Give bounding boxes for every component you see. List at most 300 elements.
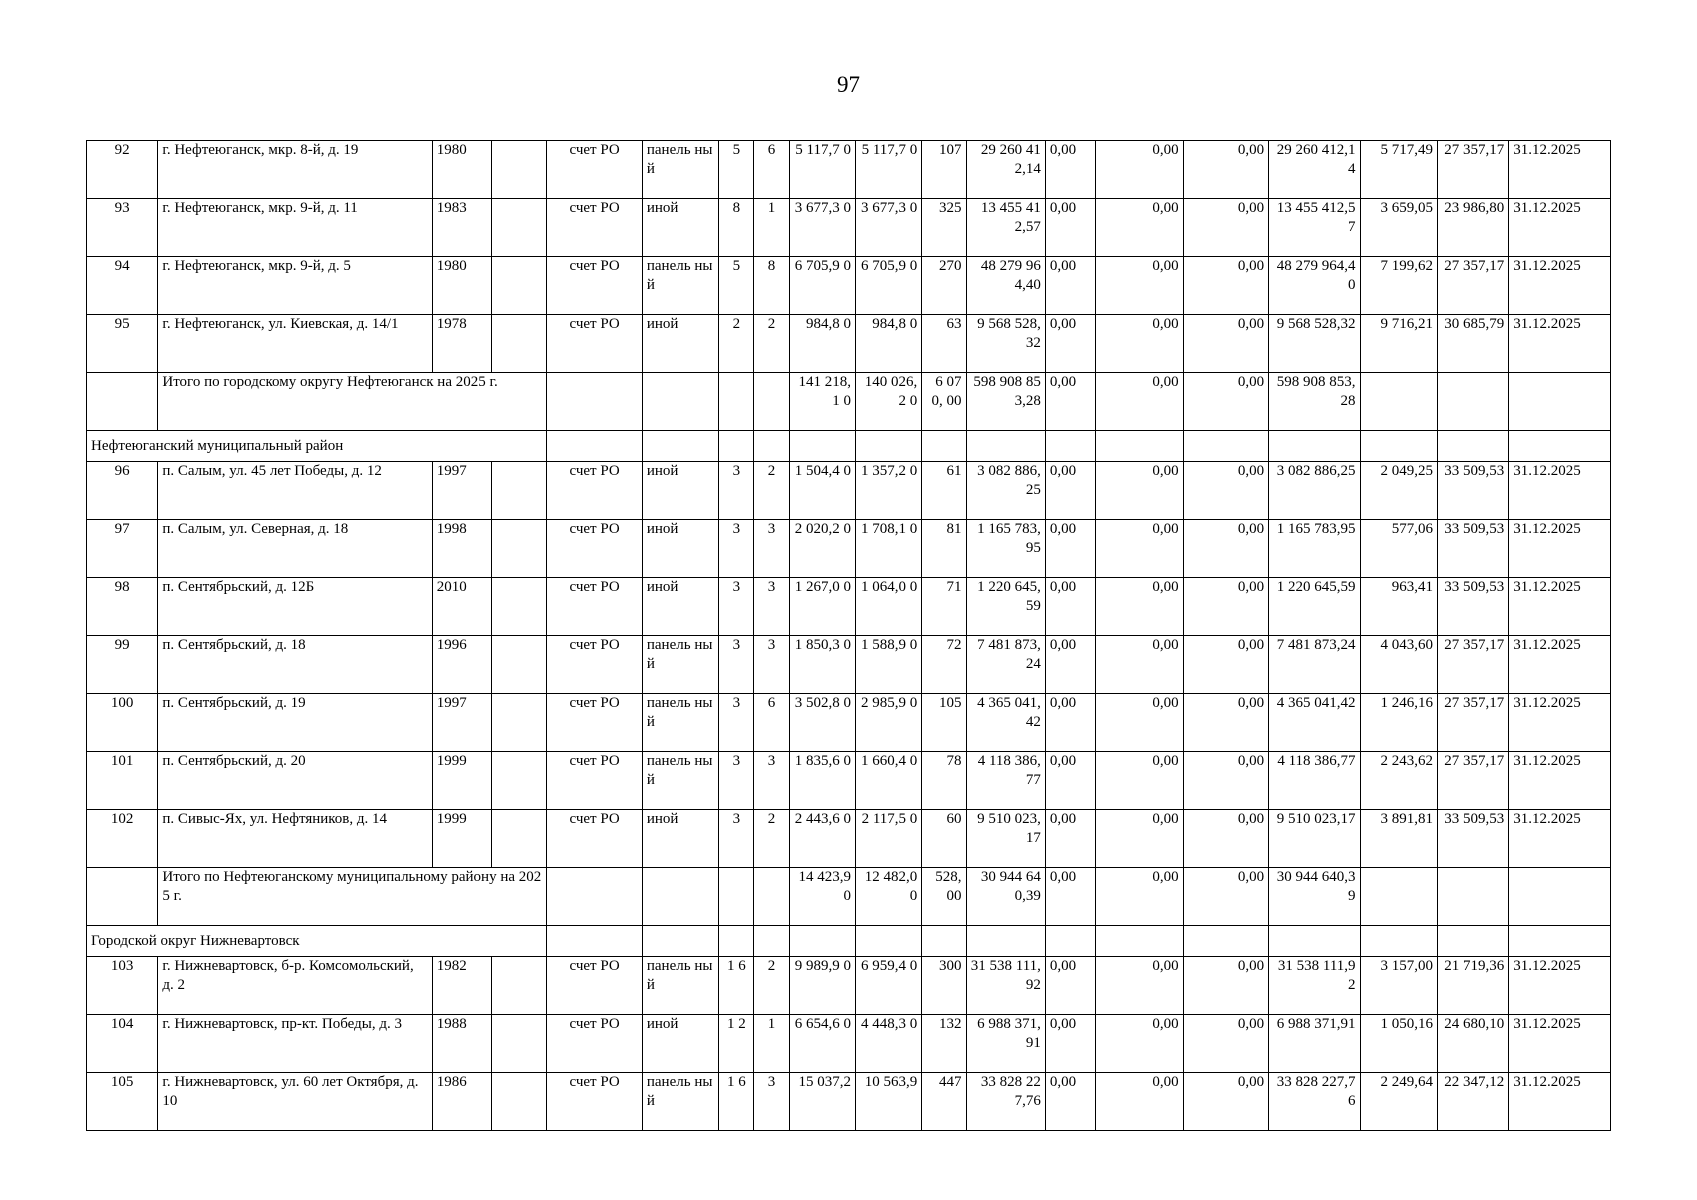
table-cell: 27 357,17 bbox=[1437, 694, 1508, 752]
table-row bbox=[87, 578, 1611, 636]
table-cell: 2010 bbox=[432, 578, 491, 636]
table-cell: 81 bbox=[922, 520, 966, 578]
table-cell: счет РО bbox=[547, 752, 643, 810]
table-cell: 5 717,49 bbox=[1360, 141, 1437, 199]
table-cell: счет РО bbox=[547, 315, 643, 373]
table-cell: 5 117,7 0 bbox=[855, 141, 921, 199]
table-row bbox=[87, 694, 1611, 752]
table-cell: 0,00 bbox=[1096, 462, 1183, 520]
table-cell: 2 020,2 0 bbox=[789, 520, 855, 578]
table-cell: 0,00 bbox=[1096, 1073, 1183, 1131]
table-cell: 31.12.2025 bbox=[1509, 957, 1611, 1015]
table-cell: 1999 bbox=[432, 752, 491, 810]
table-cell: 0,00 bbox=[1183, 694, 1268, 752]
table-cell: 101 bbox=[87, 752, 158, 810]
table-cell: 31.12.2025 bbox=[1509, 257, 1611, 315]
table-cell: 0,00 bbox=[1045, 257, 1095, 315]
table-cell: 598 908 853,28 bbox=[1269, 373, 1360, 431]
table-cell: 0,00 bbox=[1096, 141, 1183, 199]
table-cell: счет РО bbox=[547, 578, 643, 636]
table-cell: 4 365 041,42 bbox=[966, 694, 1045, 752]
table-cell bbox=[789, 926, 855, 957]
table-row bbox=[87, 1015, 1611, 1073]
table-cell: 0,00 bbox=[1045, 520, 1095, 578]
table-cell: панель ный bbox=[642, 752, 718, 810]
table-cell: панель ный bbox=[642, 141, 718, 199]
table-cell: 3 bbox=[719, 810, 754, 868]
table-cell: 3 bbox=[754, 636, 789, 694]
table-cell: 60 bbox=[922, 810, 966, 868]
table-cell: 95 bbox=[87, 315, 158, 373]
table-cell: 5 117,7 0 bbox=[789, 141, 855, 199]
table-cell: 72 bbox=[922, 636, 966, 694]
table-cell: 3 677,3 0 bbox=[789, 199, 855, 257]
table-cell bbox=[719, 926, 754, 957]
table-cell: 13 455 412,57 bbox=[1269, 199, 1360, 257]
table-cell: 98 bbox=[87, 578, 158, 636]
table-cell: 1988 bbox=[432, 1015, 491, 1073]
table-cell bbox=[1509, 926, 1611, 957]
table-cell: 93 bbox=[87, 199, 158, 257]
table-cell: 1 165 783,95 bbox=[966, 520, 1045, 578]
table-cell: 14 423,9 0 bbox=[789, 868, 855, 926]
table-cell: 31.12.2025 bbox=[1509, 636, 1611, 694]
table-row bbox=[87, 520, 1611, 578]
table-cell: 10 563,9 bbox=[855, 1073, 921, 1131]
table-cell: 0,00 bbox=[1183, 520, 1268, 578]
table-cell: 0,00 bbox=[1045, 752, 1095, 810]
table-cell bbox=[922, 431, 966, 462]
table-cell bbox=[492, 810, 547, 868]
table-cell: 31.12.2025 bbox=[1509, 810, 1611, 868]
table-cell: 0,00 bbox=[1183, 141, 1268, 199]
table-cell: 3 659,05 bbox=[1360, 199, 1437, 257]
table-cell: 22 347,12 bbox=[1437, 1073, 1508, 1131]
table-cell: г. Нижневартовск, пр-кт. Победы, д. 3 bbox=[158, 1015, 432, 1073]
table-cell: иной bbox=[642, 315, 718, 373]
table-cell bbox=[1437, 373, 1508, 431]
table-cell: 1980 bbox=[432, 257, 491, 315]
table-cell bbox=[719, 868, 754, 926]
table-cell: 8 bbox=[754, 257, 789, 315]
table-cell: 0,00 bbox=[1045, 315, 1095, 373]
table-cell: 100 bbox=[87, 694, 158, 752]
table-cell: 31.12.2025 bbox=[1509, 520, 1611, 578]
table-cell: г. Нижневартовск, б-р. Комсомольский, д. 2 bbox=[158, 957, 432, 1015]
table-cell: 598 908 853,28 bbox=[966, 373, 1045, 431]
table-cell bbox=[1437, 868, 1508, 926]
table-cell: 3 082 886,25 bbox=[1269, 462, 1360, 520]
table-cell bbox=[855, 431, 921, 462]
table-cell bbox=[754, 926, 789, 957]
table-cell: 0,00 bbox=[1045, 199, 1095, 257]
table-cell: 9 989,9 0 bbox=[789, 957, 855, 1015]
table-cell bbox=[1360, 373, 1437, 431]
table-cell: счет РО bbox=[547, 199, 643, 257]
table-cell bbox=[87, 373, 158, 431]
table-cell bbox=[1183, 431, 1268, 462]
table-cell: 48 279 964,40 bbox=[966, 257, 1045, 315]
table-cell bbox=[492, 694, 547, 752]
table-cell: 2 bbox=[754, 957, 789, 1015]
table-cell: 1 165 783,95 bbox=[1269, 520, 1360, 578]
table-row bbox=[87, 462, 1611, 520]
table-cell: 0,00 bbox=[1045, 810, 1095, 868]
table-cell: 0,00 bbox=[1096, 636, 1183, 694]
table-row bbox=[87, 752, 1611, 810]
table-cell: 1 220 645,59 bbox=[1269, 578, 1360, 636]
table-cell: 9 568 528,32 bbox=[1269, 315, 1360, 373]
table-cell: 3 bbox=[719, 462, 754, 520]
table-cell: г. Нижневартовск, ул. 60 лет Октября, д. 10 bbox=[158, 1073, 432, 1131]
table-cell: 2 049,25 bbox=[1360, 462, 1437, 520]
total-label: Итого по городскому округу Нефтеюганск на 2025 г. bbox=[158, 373, 547, 431]
table-cell: 6 bbox=[754, 694, 789, 752]
table-row bbox=[87, 199, 1611, 257]
table-cell bbox=[1269, 926, 1360, 957]
table-cell: 3 bbox=[754, 1073, 789, 1131]
table-cell: 0,00 bbox=[1183, 810, 1268, 868]
table-cell: 1 708,1 0 bbox=[855, 520, 921, 578]
table-cell: 0,00 bbox=[1045, 957, 1095, 1015]
table-cell: 3 677,3 0 bbox=[855, 199, 921, 257]
table-cell: 31.12.2025 bbox=[1509, 1073, 1611, 1131]
table-cell: 30 685,79 bbox=[1437, 315, 1508, 373]
table-cell: иной bbox=[642, 1015, 718, 1073]
table-cell bbox=[492, 636, 547, 694]
table-cell: 30 944 640,39 bbox=[966, 868, 1045, 926]
table-cell: 8 bbox=[719, 199, 754, 257]
table-cell: 97 bbox=[87, 520, 158, 578]
table-cell bbox=[642, 926, 718, 957]
table-cell: 6 988 371,91 bbox=[966, 1015, 1045, 1073]
table-cell: 1 267,0 0 bbox=[789, 578, 855, 636]
table-cell: 1 064,0 0 bbox=[855, 578, 921, 636]
table-cell: 3 bbox=[754, 520, 789, 578]
table-cell: 31.12.2025 bbox=[1509, 1015, 1611, 1073]
table-cell: 0,00 bbox=[1045, 1015, 1095, 1073]
table-cell: 2 985,9 0 bbox=[855, 694, 921, 752]
table-cell: 3 157,00 bbox=[1360, 957, 1437, 1015]
table-cell: 270 bbox=[922, 257, 966, 315]
table-cell bbox=[1509, 431, 1611, 462]
table-cell bbox=[642, 868, 718, 926]
table-cell: 31.12.2025 bbox=[1509, 315, 1611, 373]
table-cell: 0,00 bbox=[1183, 373, 1268, 431]
total-row bbox=[87, 868, 1611, 926]
table-cell bbox=[1269, 431, 1360, 462]
table-cell: г. Нефтеюганск, мкр. 9-й, д. 5 bbox=[158, 257, 432, 315]
table-cell: 2 bbox=[754, 315, 789, 373]
table-cell: счет РО bbox=[547, 1015, 643, 1073]
table-cell: 9 510 023,17 bbox=[966, 810, 1045, 868]
table-cell: 1999 bbox=[432, 810, 491, 868]
table-cell: п. Сентябрьский, д. 18 bbox=[158, 636, 432, 694]
table-cell bbox=[966, 431, 1045, 462]
table-cell: 3 bbox=[719, 636, 754, 694]
table-cell: 0,00 bbox=[1183, 199, 1268, 257]
table-cell: счет РО bbox=[547, 462, 643, 520]
table-cell: п. Салым, ул. 45 лет Победы, д. 12 bbox=[158, 462, 432, 520]
table-cell: 1 050,16 bbox=[1360, 1015, 1437, 1073]
table-cell: 12 482,0 0 bbox=[855, 868, 921, 926]
table-cell: 1997 bbox=[432, 462, 491, 520]
table-cell: 1980 bbox=[432, 141, 491, 199]
table-cell: 0,00 bbox=[1183, 1015, 1268, 1073]
table-cell bbox=[1437, 431, 1508, 462]
table-row bbox=[87, 810, 1611, 868]
table-cell: п. Салым, ул. Северная, д. 18 bbox=[158, 520, 432, 578]
table-cell: 29 260 412,14 bbox=[1269, 141, 1360, 199]
table-cell: счет РО bbox=[547, 1073, 643, 1131]
table-cell: г. Нефтеюганск, ул. Киевская, д. 14/1 bbox=[158, 315, 432, 373]
table-cell: 24 680,10 bbox=[1437, 1015, 1508, 1073]
table-row bbox=[87, 315, 1611, 373]
table-cell bbox=[87, 868, 158, 926]
section-row bbox=[87, 431, 1611, 462]
table-cell: 6 705,9 0 bbox=[789, 257, 855, 315]
table-cell bbox=[547, 926, 643, 957]
table-cell bbox=[492, 1015, 547, 1073]
table-cell: 0,00 bbox=[1045, 636, 1095, 694]
table-cell: г. Нефтеюганск, мкр. 9-й, д. 11 bbox=[158, 199, 432, 257]
page-number: 97 bbox=[837, 72, 860, 97]
table-cell: 107 bbox=[922, 141, 966, 199]
table-cell: 1983 bbox=[432, 199, 491, 257]
table-cell: 104 bbox=[87, 1015, 158, 1073]
table-cell: 92 bbox=[87, 141, 158, 199]
table-cell bbox=[1045, 431, 1095, 462]
table-cell: 300 bbox=[922, 957, 966, 1015]
table-cell: 2 bbox=[719, 315, 754, 373]
table-cell: 7 481 873,24 bbox=[966, 636, 1045, 694]
table-cell: 0,00 bbox=[1045, 694, 1095, 752]
table-cell: 0,00 bbox=[1096, 752, 1183, 810]
table-cell: 528, 00 bbox=[922, 868, 966, 926]
table-cell bbox=[492, 315, 547, 373]
housing-repair-table bbox=[86, 140, 1611, 1131]
table-cell: счет РО bbox=[547, 257, 643, 315]
table-cell: 0,00 bbox=[1096, 199, 1183, 257]
table-cell: 31.12.2025 bbox=[1509, 752, 1611, 810]
table-cell: 6 bbox=[754, 141, 789, 199]
table-cell bbox=[547, 868, 643, 926]
table-cell: 71 bbox=[922, 578, 966, 636]
table-cell: 0,00 bbox=[1096, 810, 1183, 868]
table-cell: 3 891,81 bbox=[1360, 810, 1437, 868]
table-cell: счет РО bbox=[547, 520, 643, 578]
table-cell: 1 588,9 0 bbox=[855, 636, 921, 694]
table-cell: 0,00 bbox=[1096, 373, 1183, 431]
table-row bbox=[87, 141, 1611, 199]
table-cell: панель ный bbox=[642, 257, 718, 315]
table-cell: счет РО bbox=[547, 636, 643, 694]
table-cell bbox=[719, 431, 754, 462]
table-cell: 29 260 412,14 bbox=[966, 141, 1045, 199]
table-cell: 15 037,2 bbox=[789, 1073, 855, 1131]
table-cell: 1998 bbox=[432, 520, 491, 578]
table-cell: 0,00 bbox=[1045, 578, 1095, 636]
table-cell: 102 bbox=[87, 810, 158, 868]
table-cell: иной bbox=[642, 462, 718, 520]
table-cell bbox=[642, 373, 718, 431]
table-cell: 447 bbox=[922, 1073, 966, 1131]
table-cell: 0,00 bbox=[1045, 1073, 1095, 1131]
table-cell: 27 357,17 bbox=[1437, 752, 1508, 810]
table-cell bbox=[547, 431, 643, 462]
table-cell bbox=[492, 257, 547, 315]
table-cell bbox=[1096, 431, 1183, 462]
table-cell bbox=[922, 926, 966, 957]
table-cell: 105 bbox=[87, 1073, 158, 1131]
table-cell: 3 bbox=[719, 520, 754, 578]
table-cell: 9 510 023,17 bbox=[1269, 810, 1360, 868]
table-cell: 1986 bbox=[432, 1073, 491, 1131]
table-cell: иной bbox=[642, 199, 718, 257]
table-cell: 0,00 bbox=[1096, 957, 1183, 1015]
table-cell: 1 504,4 0 bbox=[789, 462, 855, 520]
table-cell bbox=[1096, 926, 1183, 957]
table-cell: 1 660,4 0 bbox=[855, 752, 921, 810]
table-cell bbox=[642, 431, 718, 462]
table-cell bbox=[492, 1073, 547, 1131]
table-cell: 31.12.2025 bbox=[1509, 462, 1611, 520]
table-cell: 984,8 0 bbox=[855, 315, 921, 373]
table-cell: 0,00 bbox=[1183, 257, 1268, 315]
table-cell: 1 850,3 0 bbox=[789, 636, 855, 694]
table-cell: 78 bbox=[922, 752, 966, 810]
table-cell: 0,00 bbox=[1183, 315, 1268, 373]
table-cell: счет РО bbox=[547, 141, 643, 199]
table-cell: 0,00 bbox=[1096, 694, 1183, 752]
table-cell: 0,00 bbox=[1183, 636, 1268, 694]
table-cell: 4 118 386,77 bbox=[966, 752, 1045, 810]
table-cell bbox=[492, 141, 547, 199]
table-cell: 141 218,1 0 bbox=[789, 373, 855, 431]
table-cell bbox=[754, 868, 789, 926]
table-cell: 5 bbox=[719, 257, 754, 315]
table-cell: иной bbox=[642, 520, 718, 578]
table-cell: 31.12.2025 bbox=[1509, 199, 1611, 257]
table-cell: 0,00 bbox=[1183, 957, 1268, 1015]
table-cell: 96 bbox=[87, 462, 158, 520]
table-cell: счет РО bbox=[547, 694, 643, 752]
table-cell: 13 455 412,57 bbox=[966, 199, 1045, 257]
table-cell: п. Сентябрьский, д. 19 bbox=[158, 694, 432, 752]
table-cell: 31.12.2025 bbox=[1509, 578, 1611, 636]
table-cell: 0,00 bbox=[1096, 868, 1183, 926]
table-cell: панель ный bbox=[642, 694, 718, 752]
table-cell bbox=[754, 373, 789, 431]
table-cell: 27 357,17 bbox=[1437, 636, 1508, 694]
table-cell: 2 249,64 bbox=[1360, 1073, 1437, 1131]
table-cell: 31.12.2025 bbox=[1509, 141, 1611, 199]
table-cell: 33 509,53 bbox=[1437, 520, 1508, 578]
table-cell: иной bbox=[642, 578, 718, 636]
table-cell: г. Нефтеюганск, мкр. 8-й, д. 19 bbox=[158, 141, 432, 199]
table-cell: 3 bbox=[754, 752, 789, 810]
table-row bbox=[87, 257, 1611, 315]
table-row bbox=[87, 957, 1611, 1015]
table-cell: 963,41 bbox=[1360, 578, 1437, 636]
table-cell: 1982 bbox=[432, 957, 491, 1015]
table-cell: 33 509,53 bbox=[1437, 578, 1508, 636]
table-cell: 6 988 371,91 bbox=[1269, 1015, 1360, 1073]
table-cell: 0,00 bbox=[1096, 578, 1183, 636]
table-cell: 0,00 bbox=[1045, 141, 1095, 199]
table-cell: 4 365 041,42 bbox=[1269, 694, 1360, 752]
table-cell: 7 199,62 bbox=[1360, 257, 1437, 315]
table-cell: 103 bbox=[87, 957, 158, 1015]
table-cell: 1 bbox=[754, 1015, 789, 1073]
table-cell: счет РО bbox=[547, 810, 643, 868]
table-cell: 140 026,2 0 bbox=[855, 373, 921, 431]
table-cell: 31 538 111,92 bbox=[1269, 957, 1360, 1015]
table-cell: 0,00 bbox=[1045, 462, 1095, 520]
table-cell: 6 070, 00 bbox=[922, 373, 966, 431]
table-cell bbox=[754, 431, 789, 462]
table-cell: 105 bbox=[922, 694, 966, 752]
table-cell: 9 716,21 bbox=[1360, 315, 1437, 373]
table-cell: 3 bbox=[754, 578, 789, 636]
table-cell: 3 082 886,25 bbox=[966, 462, 1045, 520]
table-cell: 6 959,4 0 bbox=[855, 957, 921, 1015]
table-cell: 1 357,2 0 bbox=[855, 462, 921, 520]
table-cell: 5 bbox=[719, 141, 754, 199]
section-row bbox=[87, 926, 1611, 957]
section-title: Городской округ Нижневартовск bbox=[87, 926, 547, 957]
table-cell bbox=[492, 520, 547, 578]
table-cell: 33 509,53 bbox=[1437, 810, 1508, 868]
table-cell: 21 719,36 bbox=[1437, 957, 1508, 1015]
section-title: Нефтеюганский муниципальный район bbox=[87, 431, 547, 462]
total-label: Итого по Нефтеюганскому муниципальному району на 2025 г. bbox=[158, 868, 547, 926]
table-cell: 1 bbox=[754, 199, 789, 257]
table-cell: панель ный bbox=[642, 1073, 718, 1131]
table-cell bbox=[1360, 868, 1437, 926]
table-cell: 2 bbox=[754, 810, 789, 868]
table-cell: 3 bbox=[719, 694, 754, 752]
table-cell: 132 bbox=[922, 1015, 966, 1073]
table-cell: 3 bbox=[719, 578, 754, 636]
table-cell: 2 117,5 0 bbox=[855, 810, 921, 868]
table-cell: 3 bbox=[719, 752, 754, 810]
table-cell bbox=[492, 752, 547, 810]
table-cell bbox=[1183, 926, 1268, 957]
table-cell: 577,06 bbox=[1360, 520, 1437, 578]
total-row bbox=[87, 373, 1611, 431]
table-cell bbox=[855, 926, 921, 957]
table-cell bbox=[492, 957, 547, 1015]
table-cell: 0,00 bbox=[1183, 578, 1268, 636]
table-cell: 9 568 528,32 bbox=[966, 315, 1045, 373]
table-cell: 0,00 bbox=[1183, 752, 1268, 810]
table-cell: 1 220 645,59 bbox=[966, 578, 1045, 636]
table-cell: 33 509,53 bbox=[1437, 462, 1508, 520]
table-cell: счет РО bbox=[547, 957, 643, 1015]
table-cell: иной bbox=[642, 810, 718, 868]
table-cell: 0,00 bbox=[1096, 520, 1183, 578]
table-cell: 94 bbox=[87, 257, 158, 315]
table-cell: 33 828 227,76 bbox=[1269, 1073, 1360, 1131]
table-cell: 0,00 bbox=[1096, 1015, 1183, 1073]
table-cell: 1997 bbox=[432, 694, 491, 752]
table-cell bbox=[1045, 926, 1095, 957]
table-cell: п. Сентябрьский, д. 20 bbox=[158, 752, 432, 810]
table-cell: панель ный bbox=[642, 636, 718, 694]
table-cell bbox=[1509, 868, 1611, 926]
table-cell: 31.12.2025 bbox=[1509, 694, 1611, 752]
